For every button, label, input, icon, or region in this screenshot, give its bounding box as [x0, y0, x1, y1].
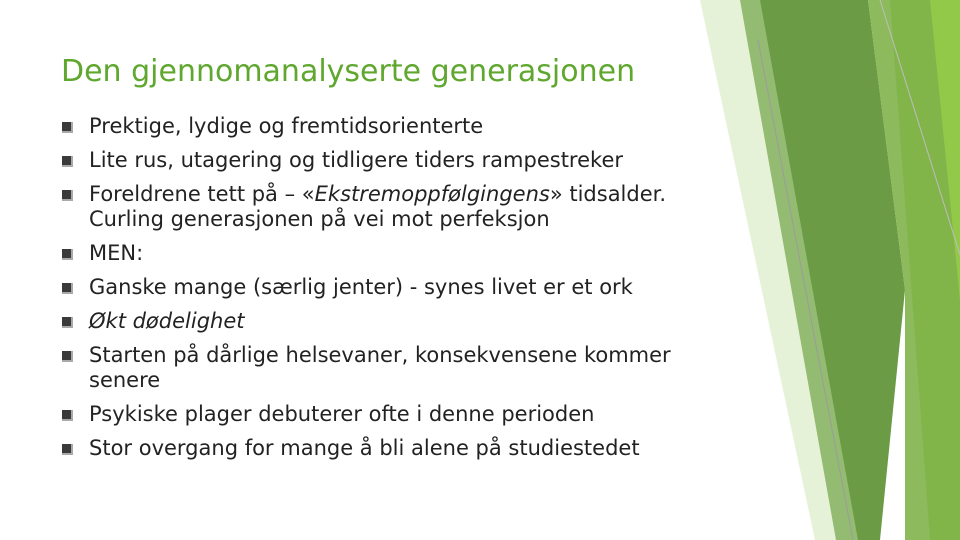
bullet-text: Lite rus, utagering og tidligere tiders rampestreker	[89, 148, 623, 172]
square-bullet-icon	[62, 122, 73, 133]
slide-title: Den gjennomanalyserte generasjonen	[61, 54, 636, 89]
square-bullet-icon	[62, 156, 73, 167]
bullet-text: Ganske mange (særlig jenter) - synes livet er et ork	[89, 275, 633, 299]
square-bullet-icon	[62, 444, 73, 455]
square-bullet-icon	[62, 351, 73, 362]
bullet-text: Starten på dårlige helsevaner, konsekvensene kommer senere	[89, 343, 671, 392]
square-bullet-icon	[62, 249, 73, 260]
bullet-item	[62, 148, 742, 173]
bullet-text: » tidsalder. Curling generasjonen på vei mot perfeksjon	[89, 182, 667, 231]
bullet-item	[62, 114, 742, 139]
bullet-item	[62, 436, 742, 461]
bullet-text: Stor overgang for mange å bli alene på studiestedet	[89, 436, 640, 460]
bullet-text: Prektige, lydige og fremtidsorienterte	[89, 114, 484, 138]
bullet-text: MEN:	[89, 241, 144, 265]
bullet-text: Økt dødelighet	[89, 309, 245, 333]
bullet-item	[62, 182, 742, 232]
bullet-item	[62, 275, 742, 300]
square-bullet-icon	[62, 317, 73, 328]
bullet-text: Ekstremoppfølgingens	[314, 182, 550, 206]
bullet-text: Foreldrene tett på – «	[89, 182, 315, 206]
bullet-item	[62, 343, 742, 393]
square-bullet-icon	[62, 190, 73, 201]
square-bullet-icon	[62, 410, 73, 421]
bullet-list	[62, 114, 742, 461]
bullet-item	[62, 241, 742, 266]
bullet-item	[62, 402, 742, 427]
square-bullet-icon	[62, 283, 73, 294]
bullet-item	[62, 309, 742, 334]
bullet-text: Psykiske plager debuterer ofte i denne perioden	[89, 402, 595, 426]
